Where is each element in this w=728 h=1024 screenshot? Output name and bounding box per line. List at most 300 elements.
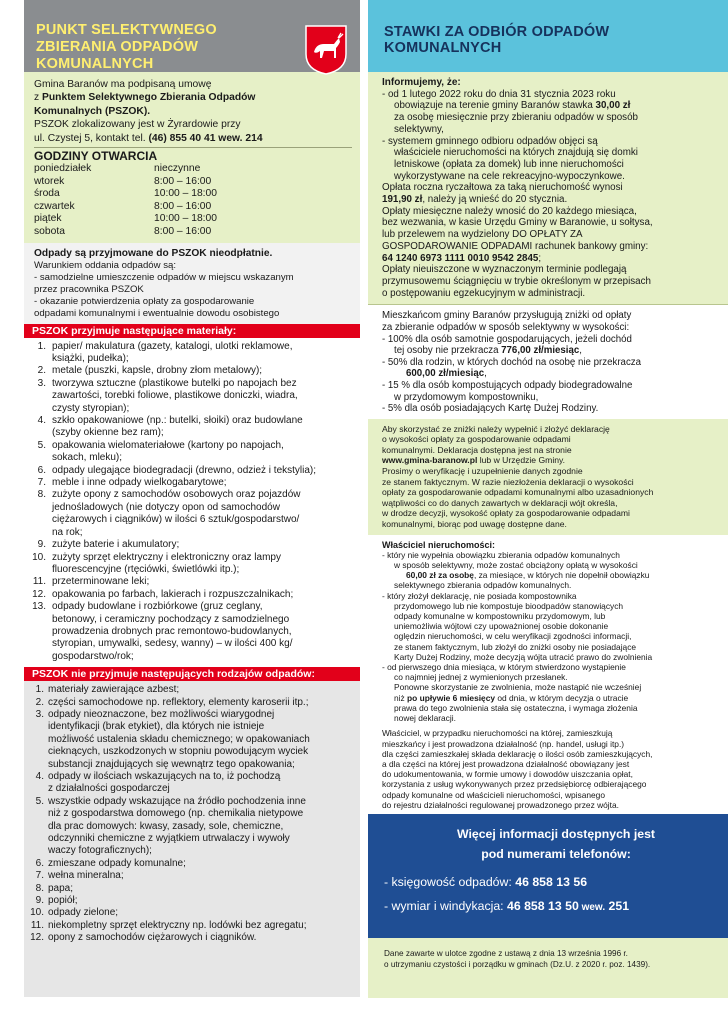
discount-line (382, 345, 720, 357)
pszok-title: PUNKT SELEKTYWNEGO ZBIERANIA ODPADÓW KOMUNALNYCH (36, 22, 217, 72)
list-text: szkło opakowaniowe (np.: butelki, słoiki) oraz budowlane (52, 415, 303, 427)
list-text: gospodarstwo/rok; (52, 650, 134, 662)
declaration-url: www.gmina-baranow.pl (382, 455, 478, 466)
list-item (28, 796, 354, 808)
owner2-line: odpady komunalne od właścicieli nieruchomości, wpisanego (382, 789, 605, 800)
list-item (28, 477, 354, 489)
info-line-text: , należy ją wnieść do 20 stycznia. (422, 194, 568, 206)
rejected-title: PSZOK nie przyjmuje następujących rodzajów odpadów: (24, 667, 360, 681)
list-item (28, 709, 354, 721)
list-text: prowadzenia drobnych prac remontowo-budowlanych, (52, 625, 292, 637)
rates-title: STAWKI ZA ODBIÓR ODPADÓW KOMUNALNYCH (384, 24, 610, 56)
hours-time: 10:00 – 18:00 (154, 188, 217, 200)
info-line (382, 264, 720, 276)
accepted-list (24, 338, 360, 668)
list-number (28, 452, 52, 464)
list-number (28, 427, 52, 439)
rejected-list (24, 681, 360, 997)
owner2-line: Właściciel, w przypadku nieruchomości na której, zamieszkują (382, 728, 613, 739)
list-text: materiały zawierające azbest; (48, 684, 180, 696)
discount-line (382, 403, 720, 415)
owner-line-bold: 60,00 zł za osobę (406, 570, 474, 581)
info-line-text: - od 1 lutego 2022 roku do dnia 31 stycznia 2023 roku (382, 88, 616, 100)
owner-line (382, 642, 720, 652)
owner-line (382, 652, 720, 662)
left-column (24, 0, 360, 1024)
list-number (28, 638, 52, 650)
info-line-text: obowiązuje na terenie gminy Baranów stawka (394, 100, 596, 112)
list-text: zmieszane odpady komunalne; (48, 857, 186, 869)
owner2-line: korzystania z usług wykonywanych przez przedsiębiorcę odbierającego (382, 779, 647, 790)
list-item (28, 353, 354, 365)
list-number: 5. (37, 439, 46, 451)
opening-hours-table (34, 163, 352, 239)
list-text: tworzywa sztuczne (plastikowe butelki po napojach bez (52, 377, 297, 389)
hours-day: środa (34, 188, 60, 200)
list-number: 12. (30, 932, 44, 944)
list-number (28, 514, 52, 526)
list-item (28, 440, 354, 452)
list-item (28, 821, 354, 833)
list-number (28, 564, 52, 576)
list-number (28, 746, 48, 758)
list-item (28, 378, 354, 390)
phone-accounting: - księgowość odpadów: 46 858 13 56 (384, 874, 588, 889)
list-number (28, 614, 52, 626)
owner-line (382, 591, 720, 601)
owner-line (382, 672, 720, 682)
list-text: odpady ulegające biodegradacji (drewno, odzież i tekstylia); (52, 464, 317, 476)
declaration-line: o wysokości opłaty za gospodarowanie odpadami (382, 434, 571, 445)
list-text: (szyby okienne bez ram); (52, 427, 164, 439)
list-item (28, 589, 354, 601)
right-column (368, 0, 728, 1024)
list-number (28, 759, 48, 771)
owner2-line: do rejestru działalności regulowanej prowadzonego przez wójta. (382, 799, 619, 810)
list-text: odpady w ilościach wskazujących na to, iż pochodzą (48, 771, 281, 782)
list-number: 2. (35, 696, 44, 708)
info-title: Informujemy, że: (382, 77, 461, 88)
owner-line-text: - od pierwszego dnia miesiąca, w którym stwierdzono wystąpienie (382, 662, 626, 673)
list-number (28, 808, 48, 820)
list-item (28, 697, 354, 709)
intro-line: Gmina Baranów ma podpisaną umowę (34, 79, 212, 90)
list-text: opony z samochodów ciężarowych i ciągników. (48, 932, 257, 944)
list-number: 9. (37, 539, 46, 551)
contact-heading-2: pod numerami telefonów: (481, 846, 631, 861)
list-text: zużyty sprzęt elektryczny i elektroniczny oraz lampy (52, 551, 281, 563)
owner-line-text: niż (394, 692, 408, 703)
owner-line-text: - który złożył deklarację, nie posiada kompostownika (382, 590, 577, 601)
owner-line (382, 693, 720, 703)
declaration-line: Aby skorzystać ze zniżki należy wypełnić i złożyć deklarację (382, 423, 610, 434)
discount-line (382, 334, 720, 346)
list-number: 11. (30, 919, 44, 931)
hours-time: 10:00 – 18:00 (154, 213, 217, 225)
list-number: 1. (37, 340, 46, 352)
legal-footer (368, 938, 728, 998)
pszok-header (24, 0, 360, 72)
list-number: 4. (37, 415, 46, 427)
discounts-section (368, 304, 728, 418)
list-number (28, 734, 48, 746)
list-number (28, 833, 48, 845)
list-item (28, 539, 354, 551)
owner-line-text: ze stanem faktycznym, lub złożył do zniżki osoby nie posiadające (394, 641, 637, 652)
list-number: 2. (37, 365, 46, 377)
owner-line (382, 601, 720, 611)
list-item (28, 734, 354, 746)
discount-line-text: , (579, 345, 582, 357)
list-item (28, 527, 354, 539)
info-line (382, 136, 720, 148)
list-text: substancji znajdujących się wewnątrz tego opakowania; (48, 758, 295, 770)
list-text: zużyte opony z samochodów osobowych oraz pojazdów (52, 489, 301, 501)
list-number (28, 502, 52, 514)
list-text: papier/ makulatura (gazety, katalogi, ulotki reklamowe, (52, 340, 293, 352)
list-number: 10. (32, 551, 46, 563)
list-number: 7. (35, 870, 44, 882)
owner-line-text: w sposób selektywny, może zostać obciążony opłatą w wysokości (394, 560, 638, 571)
info-line-bold: 64 1240 6973 1111 0010 9542 2845 (382, 252, 539, 264)
list-text: niekompletny sprzęt elektryczny np. lodówki bez agregatu; (48, 919, 307, 931)
list-text: odpady budowlane i rozbiórkowe (gruz ceglany, (52, 601, 263, 613)
intro-line: z Punktem Selektywnego Zbierania Odpadów (34, 92, 256, 104)
list-text: przeterminowane leki; (52, 576, 150, 588)
list-item (28, 341, 354, 353)
list-item (28, 390, 354, 402)
list-text: z działalności gospodarczej (48, 783, 170, 795)
list-item (28, 365, 354, 377)
info-line-text: ; (538, 252, 542, 264)
list-number (28, 721, 48, 733)
info-line-text: właściciele nieruchomości na których znajdują się domki (394, 147, 638, 159)
declaration-line: wątpliwości co do danych zawartych w deklaracji wójt określa, (382, 497, 618, 508)
list-item (28, 514, 354, 526)
info-line-bold: 30,00 zł (595, 100, 631, 112)
discount-line-text: tej osoby nie przekracza (394, 345, 502, 357)
hours-time: nieczynne (154, 163, 201, 175)
list-item (28, 564, 354, 576)
info-line (382, 241, 720, 253)
owner-line (382, 703, 720, 713)
list-text: ciężarowych i ciągników) w ilości 6 sztuk/gospodarstwo/ (52, 514, 300, 526)
discount-line-text: , (484, 368, 487, 380)
intro-line: ul. Czystej 5, kontakt tel. (46) 855 40 41 wew. 214 (34, 132, 263, 144)
owner2-line: dla części zamieszkałej składa deklarację o ilości osób zamieszkujących, (382, 748, 653, 759)
free-line: - samodzielne umieszczenie odpadów w miejscu wskazanym (34, 271, 294, 283)
hours-day: wtorek (34, 175, 65, 187)
list-number: 13. (32, 601, 46, 613)
owner-line-text: od dnia, w którym decyzja o utracie (495, 692, 629, 703)
info-line-bold: 191,90 zł (382, 194, 423, 206)
list-number (28, 390, 52, 402)
info-line (382, 147, 720, 159)
discount-line-bold: 776,00 zł/miesiąc (501, 345, 580, 357)
discount-line-text: Mieszkańcom gminy Baranów przysługują zniżki od opłaty (382, 310, 632, 322)
list-item (28, 576, 354, 588)
owner-line (382, 621, 720, 631)
list-text: waczy fotograficznych); (48, 845, 152, 857)
discount-line-text: w przydomowym kompostowniku, (394, 391, 539, 403)
info-line (382, 182, 720, 194)
list-item (28, 427, 354, 439)
list-item (28, 721, 354, 733)
list-number (28, 626, 52, 638)
hours-day: sobota (34, 226, 65, 237)
owner-line (382, 550, 720, 560)
owner-line (382, 713, 720, 723)
declaration-text: lub w Urzędzie Gminy. (477, 455, 566, 466)
list-text: niż z gospodarstwa domowego (np. chemikalia nietypowe (48, 808, 304, 820)
list-number: 3. (35, 708, 44, 720)
list-text: odpady nieoznaczone, bez możliwości wiarygodnej (48, 708, 275, 720)
info-line-text: Opłaty miesięczne należy wnosić do 20 każdego miesiąca, (382, 205, 637, 217)
list-number (28, 821, 48, 833)
discount-line-text: - 50% dla rodzin, w których dochód na osobę nie przekracza (382, 356, 642, 368)
free-line: Warunkiem oddania odpadów są: (34, 259, 177, 271)
list-number (28, 651, 52, 663)
owner2-line: a dla części na której jest prowadzona działalność obowiązany jest (382, 758, 630, 769)
hours-time: 8:00 – 16:00 (154, 226, 212, 237)
info-line-text: lub przelewem na wydzielony DO OPŁATY ZA (382, 229, 583, 241)
owner2-line: do udokumentowania, w formie umowy i dowodów uiszczania opłat, (382, 769, 633, 780)
owner-line (382, 580, 720, 590)
list-text: meble i inne odpady wielkogabarytowe; (52, 477, 227, 489)
list-text: popiół; (48, 895, 78, 907)
list-number: 6. (37, 464, 46, 476)
list-item (28, 907, 354, 919)
list-item (28, 808, 354, 820)
owner-line (382, 631, 720, 641)
list-text: odczynniki chemiczne z wyjątkiem utrwalaczy i wywoły (48, 833, 290, 845)
owner-line-text: uniemożliwia wójtowi czy upoważnionej osobie dokonanie (394, 621, 609, 632)
list-text: zużyte baterie i akumulatory; (52, 539, 180, 551)
info-line (382, 253, 720, 265)
list-item (28, 895, 354, 907)
list-text: identyfikacji (brak etykiet), dla których nie istnieje (48, 721, 265, 733)
coat-of-arms-icon (304, 24, 348, 76)
list-text: metale (puszki, kapsle, drobny złom metalowy); (52, 365, 263, 377)
list-item (28, 638, 354, 650)
phone-collection: - wymiar i windykacja: 46 858 13 50 wew. 251 (384, 898, 630, 913)
list-item (28, 415, 354, 427)
owner-line (382, 682, 720, 692)
info-line (382, 100, 720, 112)
list-item (28, 684, 354, 696)
list-number: 8. (37, 489, 46, 501)
list-item (28, 932, 354, 944)
info-line (382, 171, 720, 183)
list-number: 11. (32, 576, 46, 588)
list-item (28, 845, 354, 857)
list-number: 7. (37, 477, 46, 489)
list-item (28, 403, 354, 415)
list-text: wszystkie odpady wskazujące na źródło pochodzenia inne (48, 795, 306, 807)
owner-line-text: selektywnego zbierania odpadów komunalnych. (394, 580, 572, 591)
owner-title: Właściciel nieruchomości: (382, 539, 496, 550)
list-item (28, 870, 354, 882)
list-text: cieknących, uszkodzonych w stopniu powodującym wyciek (48, 746, 309, 758)
discount-line-text: - 5% dla osób posiadających Kartę Dużej Rodziny. (382, 403, 599, 415)
list-item (28, 651, 354, 663)
rates-header (368, 0, 728, 72)
list-item (28, 746, 354, 758)
info-line (382, 159, 720, 171)
list-number (28, 353, 52, 365)
list-text: wełna mineralna; (48, 870, 124, 882)
list-number: 12. (32, 588, 46, 600)
list-text: opakowania wielomateriałowe (kartony po napojach, (52, 439, 284, 451)
discount-line (382, 322, 720, 334)
info-line-text: za osobę miesięcznie przy zbieraniu odpadów w sposób (394, 112, 638, 124)
list-number: 10. (30, 907, 44, 919)
owner-line-text: Ponowne skorzystanie ze zwolnienia, może nastąpić nie wcześniej (394, 682, 642, 693)
info-line (382, 112, 720, 124)
owner-line (382, 570, 720, 580)
discount-line (382, 380, 720, 392)
declaration-line: w drodze decyzji, wysokość opłaty za gospodarowanie odpadami (382, 508, 630, 519)
accepted-title: PSZOK przyjmuje następujące materiały: (24, 324, 360, 338)
discount-line-text: - 100% dla osób samotnie gospodarujących, jeżeli dochód (382, 333, 632, 345)
owner2-line: mieszkańcy i jest prowadzona działalność (np. handel, usługi itp.) (382, 738, 625, 749)
list-item (28, 771, 354, 783)
list-text: sokach, mleku); (52, 452, 123, 464)
list-text: książki, pudełka); (52, 353, 129, 364)
info-line-text: bez wezwania, w kasie Urzędu Gminy w Baranowie, u sołtysa, (382, 217, 653, 229)
info-line-text: letniskowe (opłata za domek) lub inne nieruchomości (394, 158, 624, 170)
free-line: przez pracownika PSZOK (34, 283, 144, 295)
pszok-phone: (46) 855 40 41 wew. 214 (148, 132, 263, 144)
hours-day: poniedziałek (34, 163, 92, 175)
list-text: dla prac domowych: kwasy, zasady, sole, chemiczne, (48, 820, 284, 832)
declaration-section (368, 419, 728, 535)
info-line (382, 206, 720, 218)
info-line (382, 124, 720, 136)
intro-line: Komunalnych (PSZOK). (34, 105, 151, 117)
info-line (382, 229, 720, 241)
free-line: - okazanie potwierdzenia opłaty za gospodarowanie (34, 295, 255, 307)
free-line: odpadami komunalnymi i ewentualnie dowodu osobistego (34, 307, 280, 319)
list-number: 9. (35, 895, 44, 907)
hours-day: piątek (34, 213, 62, 225)
owner-line (382, 662, 720, 672)
list-item (28, 883, 354, 895)
list-text: możliwość ustalenia składu chemicznego; w opakowaniach (48, 733, 310, 745)
list-item (28, 783, 354, 795)
list-item (28, 614, 354, 626)
list-number: 6. (35, 857, 44, 869)
info-line-text: Opłaty nieuiszczone w wyznaczonym terminie podlegają (382, 264, 627, 276)
declaration-line: komunalnymi. Deklaracja dostępna jest na stronie (382, 444, 572, 455)
list-item (28, 465, 354, 477)
owner-line-text: oględzin nieruchomości, w celu weryfikacji zgodności informacji, (394, 631, 632, 642)
info-section (368, 72, 728, 304)
owner-line-text: - który nie wypełnia obowiązku zbierania odpadów komunalnych (382, 549, 620, 560)
info-line (382, 288, 720, 300)
list-text: fluorescencyjne (rtęciówki, świetlówki itp.); (52, 563, 240, 575)
info-line-text: Opłata roczna ryczałtowa za taką nieruchomość wynosi (382, 182, 623, 194)
list-number (28, 403, 52, 415)
list-text: czysty styropian); (52, 402, 130, 414)
owner-line (382, 560, 720, 570)
hours-day: czwartek (34, 200, 75, 212)
list-number: 3. (37, 377, 46, 389)
intro-section (24, 72, 360, 243)
list-text: opakowania po farbach, lakierach i rozpuszczalnikach; (52, 588, 294, 600)
list-text: betonowy, i ceramiczny pochodzący z samodzielnego (52, 613, 290, 625)
hours-time: 8:00 – 16:00 (154, 175, 212, 187)
free-headline: Odpady są przyjmowane do PSZOK nieodpłatnie. (34, 247, 273, 259)
discount-line (382, 368, 720, 380)
info-line-text: przymusowemu ściągnięciu w trybie określonym w przepisach (382, 275, 651, 287)
discount-line-text: za zbieranie odpadów w sposób selektywny w wysokości: (382, 321, 630, 333)
list-item (28, 626, 354, 638)
info-line (382, 276, 720, 288)
list-item (28, 759, 354, 771)
list-item (28, 552, 354, 564)
list-item (28, 858, 354, 870)
list-text: części samochodowe np. reflektory, elementy karoserii itp.; (48, 696, 309, 708)
list-text: styropian, umywalki, sedesy, wanny) – w ilości 400 kg/ (52, 638, 293, 650)
owner-section (368, 535, 728, 814)
discount-line (382, 310, 720, 322)
owner-line-text: , za miesiące, w których nie dopełnił obowiązku (473, 570, 650, 581)
info-line (382, 89, 720, 101)
owner-line-text: odpady komunalne w kompostowniku przydomowym, lub (394, 611, 606, 622)
declaration-line: Prosimy o weryfikację i uzupełnienie danych zgodnie (382, 466, 583, 477)
intro-line: PSZOK zlokalizowany jest w Żyrardowie przy (34, 119, 241, 131)
list-item (28, 489, 354, 501)
info-line-text: o postępowaniu egzekucyjnym w administracji. (382, 287, 586, 299)
declaration-line (382, 455, 720, 466)
discount-line (382, 392, 720, 404)
owner-line-text: nowej deklaracji. (394, 713, 456, 724)
list-text: jednośladowych (nie dotyczy opon od samochodów (52, 501, 280, 513)
owner-line-text: Karty Dużej Rodziny, może decyzją wójta utracić prawo do zwolnienia (394, 651, 653, 662)
discount-line-text: - 15 % dla osób kompostujących odpady biodegradowalne (382, 379, 633, 391)
info-line-text: selektywny, (394, 123, 444, 135)
hours-title: GODZINY OTWARCIA (34, 149, 158, 164)
owner-line-bold: po upływie 6 miesięcy (407, 692, 496, 703)
discount-line (382, 357, 720, 369)
list-text: zawartości, torebki foliowe, plastikowe doniczki, wiadra, (52, 390, 298, 402)
list-text: papa; (48, 882, 74, 894)
info-line-text: - systemem gminnego odbioru odpadów objęci są (382, 135, 598, 147)
list-item (28, 452, 354, 464)
list-number (28, 783, 48, 795)
owner-line-text: przydomowego lub nie kompostuje bioodpadów stanowiących (394, 600, 624, 611)
list-number: 8. (35, 882, 44, 894)
list-item (28, 502, 354, 514)
free-of-charge-section (24, 243, 360, 324)
list-item (28, 833, 354, 845)
list-text: na rok; (52, 526, 83, 538)
declaration-line: opłaty za gospodarowanie odpadami komunalnymi albo uzasadnionych (382, 487, 654, 498)
list-item (28, 601, 354, 613)
info-line (382, 194, 720, 206)
info-line-text: wykorzystywane na cele rekreacyjno-wypoczynkowe. (394, 170, 625, 182)
discount-line-bold: 600,00 zł/miesiąc (406, 368, 485, 380)
list-number: 5. (35, 795, 44, 807)
info-line-text: GOSPODAROWANIE ODPADAMI rachunek bankowy gminy: (382, 240, 649, 252)
declaration-line: ze stanem faktycznym. W razie niezłożenia deklaracji o wysokości (382, 476, 634, 487)
list-text: odpady zielone; (48, 907, 119, 919)
declaration-line: komunalnymi, biorąc pod uwagę dostępne dane. (382, 519, 567, 530)
footer-line: o utrzymaniu czystości i porządku w gminach (Dz.U. z 2020 r. poz. 1439). (384, 959, 651, 969)
list-number (28, 527, 52, 539)
contact-box (368, 814, 728, 938)
